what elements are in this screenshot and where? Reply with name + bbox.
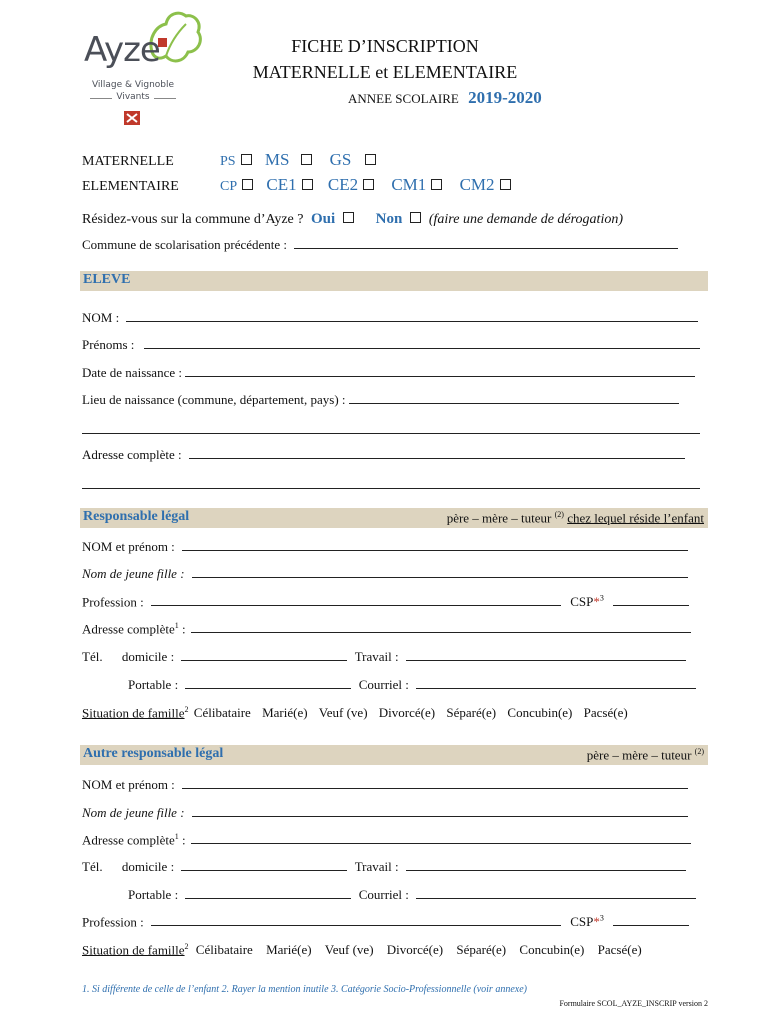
autre-nom-field[interactable] bbox=[182, 778, 688, 789]
resp-option-celibataire[interactable]: Célibataire bbox=[193, 705, 251, 721]
logo-name: Ayze bbox=[84, 30, 160, 70]
autre-adresse-sup: 1 bbox=[174, 832, 179, 841]
autre-relation bbox=[587, 747, 704, 763]
checkbox-cm2[interactable] bbox=[500, 179, 511, 190]
class-ce2: CE2 bbox=[327, 175, 359, 194]
resp-portable-row bbox=[128, 677, 696, 693]
class-gs: GS bbox=[329, 150, 352, 169]
autre-situation-label: Situation de famille bbox=[82, 942, 185, 958]
checkbox-ms[interactable] bbox=[301, 154, 312, 165]
checkbox-ce1[interactable] bbox=[302, 179, 313, 190]
elementaire-options bbox=[220, 175, 511, 195]
section-eleve bbox=[80, 271, 708, 291]
eleve-date-field[interactable] bbox=[185, 366, 695, 377]
resp-csp-sup: 3 bbox=[599, 594, 604, 603]
resp-jeune-fille-row bbox=[82, 566, 688, 582]
resp-tel-row bbox=[82, 649, 686, 665]
residence-row bbox=[82, 211, 623, 228]
checkbox-gs[interactable] bbox=[365, 154, 376, 165]
resp-jeune-fille-label: Nom de jeune fille : bbox=[82, 566, 185, 581]
eleve-nom-row bbox=[82, 310, 698, 326]
autre-tel-row bbox=[82, 859, 686, 875]
previous-commune-row bbox=[82, 237, 678, 253]
autre-courriel-field[interactable] bbox=[416, 888, 696, 899]
resp-tel-label: Tél. bbox=[82, 649, 103, 664]
class-cm2: CM2 bbox=[459, 175, 495, 194]
checkbox-oui[interactable] bbox=[343, 212, 354, 223]
resp-profession-row bbox=[82, 594, 689, 610]
resp-adresse-field[interactable] bbox=[191, 622, 691, 633]
checkbox-cp[interactable] bbox=[242, 179, 253, 190]
form-title-line1: FICHE D’INSCRIPTION bbox=[291, 36, 479, 56]
school-year bbox=[348, 88, 542, 108]
resp-jeune-fille-field[interactable] bbox=[192, 567, 688, 578]
resp-adresse-row bbox=[82, 621, 691, 637]
resp-option-pacse[interactable]: Pacsé(e) bbox=[583, 705, 628, 721]
school-year-value: 2019-2020 bbox=[468, 88, 542, 107]
residence-note: (faire une demande de dérogation) bbox=[428, 212, 623, 227]
resp-profession-field[interactable] bbox=[151, 595, 561, 606]
logo-line2: Vivants bbox=[116, 92, 150, 102]
class-ms: MS bbox=[264, 150, 290, 169]
autre-option-separe[interactable]: Séparé(e) bbox=[456, 942, 507, 958]
section-autre-responsable bbox=[80, 745, 708, 765]
resp-courriel-field[interactable] bbox=[416, 678, 696, 689]
eleve-prenoms-row bbox=[82, 337, 700, 353]
autre-adresse-colon: : bbox=[182, 832, 186, 848]
eleve-adresse-label: Adresse complète : bbox=[82, 447, 182, 462]
autre-portable-row bbox=[128, 887, 696, 903]
eleve-date-label: Date de naissance : bbox=[82, 365, 182, 380]
eleve-adresse-row bbox=[82, 447, 685, 463]
resp-option-concubin[interactable]: Concubin(e) bbox=[507, 705, 573, 721]
logo-line1: Village & Vignoble bbox=[91, 80, 175, 90]
eleve-lieu-field-2[interactable] bbox=[82, 423, 700, 434]
autre-jeune-fille-row bbox=[82, 805, 688, 821]
autre-option-pacse[interactable]: Pacsé(e) bbox=[597, 942, 642, 958]
resp-travail-field[interactable] bbox=[406, 650, 686, 661]
autre-profession-row bbox=[82, 914, 689, 930]
form-title-line2: MATERNELLE et ELEMENTAIRE bbox=[252, 62, 518, 82]
class-ce1: CE1 bbox=[266, 175, 297, 194]
school-year-label: ANNEE SCOLAIRE bbox=[348, 91, 459, 106]
resp-situation-label: Situation de famille bbox=[82, 705, 185, 721]
autre-nom-label: NOM et prénom : bbox=[82, 777, 175, 792]
autre-relation-sup: (2) bbox=[694, 747, 704, 756]
resp-courriel-label: Courriel : bbox=[358, 677, 409, 692]
resp-csp-star: * bbox=[593, 594, 600, 610]
form-version: Formulaire SCOL_AYZE_INSCRIP version 2 bbox=[559, 999, 708, 1008]
resp-csp-field[interactable] bbox=[613, 595, 689, 606]
previous-commune-field[interactable] bbox=[294, 238, 678, 249]
autre-adresse-label: Adresse complète bbox=[82, 832, 175, 848]
eleve-nom-field[interactable] bbox=[126, 311, 698, 322]
autre-option-celibataire[interactable]: Célibataire bbox=[195, 942, 253, 958]
eleve-prenoms-field[interactable] bbox=[144, 338, 700, 349]
autre-csp-label bbox=[570, 914, 604, 929]
autre-nom-row bbox=[82, 777, 688, 793]
resp-profession-label: Profession : bbox=[82, 594, 144, 610]
resp-option-divorce[interactable]: Divorcé(e) bbox=[378, 705, 436, 721]
autre-option-marie[interactable]: Marié(e) bbox=[266, 942, 312, 958]
logo-rule-left bbox=[90, 98, 112, 99]
autre-option-veuf[interactable]: Veuf (ve) bbox=[324, 942, 374, 958]
eleve-lieu-field[interactable] bbox=[349, 393, 679, 404]
resp-domicile-label: domicile : bbox=[121, 649, 175, 664]
resp-csp-label bbox=[570, 594, 604, 609]
footnotes: 1. Si différente de celle de l’enfant 2. Rayer la mention inutile 3. Catégorie Socio-Professionnelle (voir annexe) bbox=[82, 984, 527, 995]
autre-jeune-fille-label: Nom de jeune fille : bbox=[82, 805, 185, 820]
resp-situation-sup: 2 bbox=[184, 705, 189, 714]
checkbox-cm1[interactable] bbox=[431, 179, 442, 190]
residence-question: Résidez-vous sur la commune d’Ayze ? bbox=[82, 212, 304, 227]
responsable-relation bbox=[447, 510, 704, 526]
responsable-relation-text: père – mère – tuteur bbox=[446, 510, 552, 526]
resp-nom-label: NOM et prénom : bbox=[82, 539, 175, 554]
resp-portable-label: Portable : bbox=[128, 677, 179, 692]
autre-profession-field[interactable] bbox=[151, 915, 561, 926]
residence-oui: Oui bbox=[310, 211, 336, 227]
class-cp: CP bbox=[220, 179, 238, 194]
seal-icon bbox=[124, 111, 140, 125]
section-eleve-title: ELEVE bbox=[83, 272, 131, 287]
checkbox-ps[interactable] bbox=[241, 154, 252, 165]
autre-portable-field[interactable] bbox=[185, 888, 351, 899]
responsable-residence-link: chez lequel réside l’enfant bbox=[567, 510, 704, 526]
autre-jeune-fille-field[interactable] bbox=[192, 806, 688, 817]
autre-travail-label: Travail : bbox=[354, 859, 399, 874]
autre-tel-label: Tél. bbox=[82, 859, 103, 874]
resp-csp-text: CSP bbox=[570, 594, 594, 610]
resp-portable-field[interactable] bbox=[185, 678, 351, 689]
section-responsable bbox=[80, 508, 708, 528]
resp-adresse-label: Adresse complète bbox=[82, 621, 175, 637]
autre-portable-label: Portable : bbox=[128, 887, 179, 902]
responsable-relation-sup: (2) bbox=[554, 510, 564, 519]
autre-csp-star: * bbox=[593, 914, 600, 930]
eleve-prenoms-label: Prénoms : bbox=[82, 337, 135, 352]
autre-relation-text: père – mère – tuteur bbox=[586, 747, 692, 763]
maternelle-options bbox=[220, 150, 376, 170]
autre-csp-text: CSP bbox=[570, 914, 594, 930]
autre-csp-field[interactable] bbox=[613, 915, 689, 926]
resp-option-marie[interactable]: Marié(e) bbox=[262, 705, 308, 721]
autre-situation-sup: 2 bbox=[184, 942, 189, 951]
resp-option-separe[interactable]: Séparé(e) bbox=[446, 705, 497, 721]
previous-commune-label: Commune de scolarisation précédente : bbox=[82, 237, 288, 252]
autre-option-divorce[interactable]: Divorcé(e) bbox=[386, 942, 444, 958]
eleve-date-row bbox=[82, 365, 695, 381]
resp-adresse-colon: : bbox=[182, 621, 186, 637]
residence-non: Non bbox=[375, 211, 403, 227]
autre-courriel-label: Courriel : bbox=[358, 887, 409, 902]
maternelle-label: MATERNELLE bbox=[82, 154, 174, 169]
resp-travail-label: Travail : bbox=[354, 649, 399, 664]
autre-adresse-field[interactable] bbox=[191, 833, 691, 844]
autre-adresse-row bbox=[82, 832, 691, 848]
autre-domicile-label: domicile : bbox=[121, 859, 175, 874]
autre-csp-sup: 3 bbox=[599, 914, 604, 923]
section-responsable-title: Responsable légal bbox=[83, 509, 190, 524]
autre-travail-field[interactable] bbox=[406, 860, 686, 871]
checkbox-ce2[interactable] bbox=[363, 179, 374, 190]
resp-adresse-sup: 1 bbox=[174, 621, 179, 630]
resp-domicile-field[interactable] bbox=[181, 650, 347, 661]
eleve-lieu-row bbox=[82, 392, 679, 408]
eleve-adresse-field-2[interactable] bbox=[82, 478, 700, 489]
resp-nom-field[interactable] bbox=[182, 540, 688, 551]
eleve-nom-label: NOM : bbox=[82, 310, 120, 325]
autre-option-concubin[interactable]: Concubin(e) bbox=[519, 942, 585, 958]
resp-option-veuf[interactable]: Veuf (ve) bbox=[318, 705, 368, 721]
resp-nom-row bbox=[82, 539, 688, 555]
autre-profession-label: Profession : bbox=[82, 914, 144, 930]
eleve-adresse-field[interactable] bbox=[189, 448, 685, 459]
resp-situation-row bbox=[82, 705, 628, 721]
autre-situation-row bbox=[82, 942, 642, 958]
logo-rule-right bbox=[154, 98, 176, 99]
checkbox-non[interactable] bbox=[410, 212, 421, 223]
elementaire-label: ELEMENTAIRE bbox=[82, 179, 179, 194]
autre-domicile-field[interactable] bbox=[181, 860, 347, 871]
class-cm1: CM1 bbox=[391, 175, 427, 194]
eleve-lieu-label: Lieu de naissance (commune, département, pays) : bbox=[82, 392, 346, 407]
section-autre-responsable-title: Autre responsable légal bbox=[83, 746, 224, 761]
class-ps: PS bbox=[220, 154, 236, 169]
